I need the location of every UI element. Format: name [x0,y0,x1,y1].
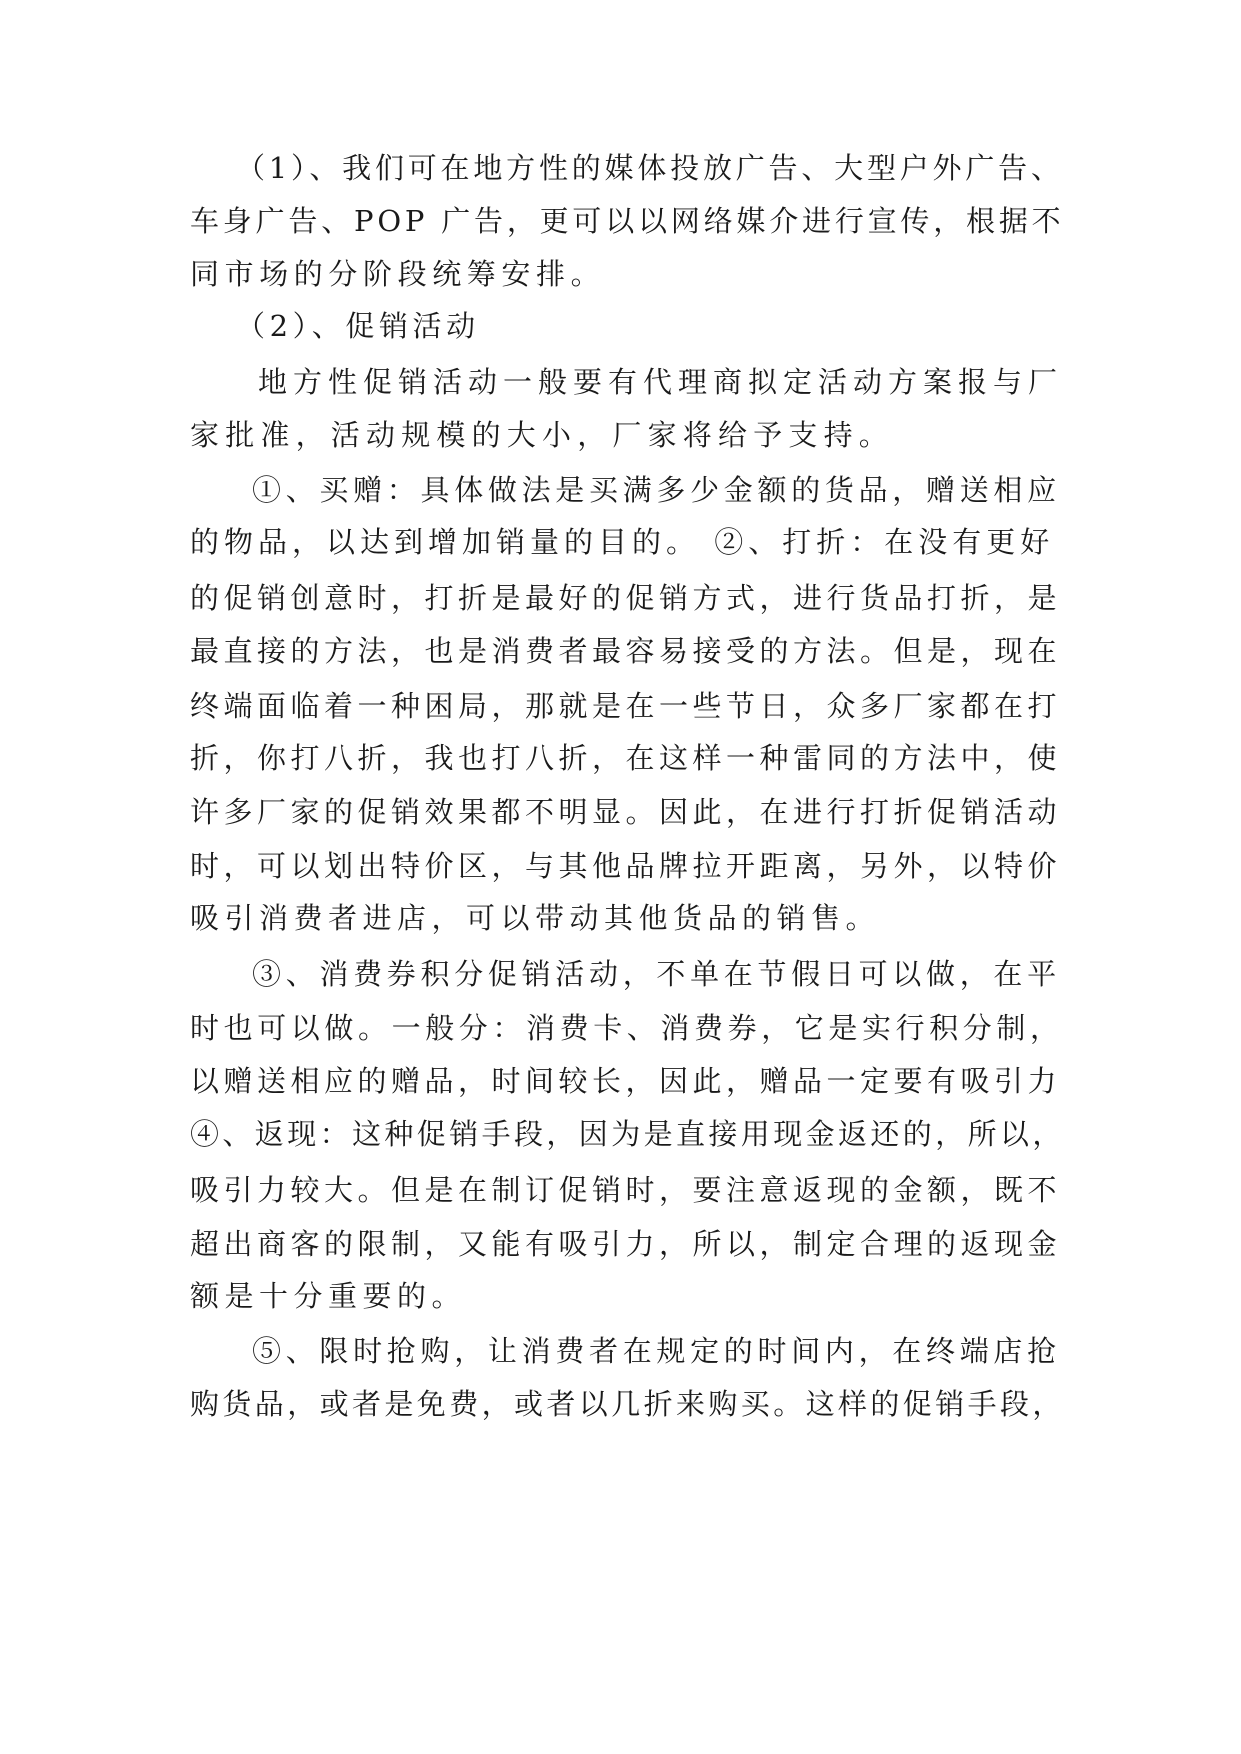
text-line-11: 终端面临着一种困局，那就是在一些节日，众多厂家都在打 [190,689,1062,723]
text-line-5: 地方性促销活动一般要有代理商拟定活动方案报与厂 [258,365,1064,399]
text-line-6: 家批准，活动规模的大小，厂家将给予支持。 [190,418,895,452]
text-line-14: 时，可以划出特价区，与其他品牌拉开距离，另外，以特价 [190,849,1062,883]
text-line-16: ③、消费券积分促销活动，不单在节假日可以做，在平 [252,957,1061,991]
text-line-9: 的促销创意时，打折是最好的促销方式，进行货品打折，是 [190,581,1062,615]
text-line-24: 购货品，或者是免费，或者以几折来购买。这样的促销手段， [190,1387,1065,1421]
text-line-1: （1）、我们可在地方性的媒体投放广告、大型户外广告、 [236,151,1064,185]
text-line-17: 时也可以做。一般分：消费卡、消费券，它是实行积分制， [190,1011,1064,1045]
text-line-18: 以赠送相应的赠品，时间较长，因此，赠品一定要有吸引力 [190,1064,1062,1098]
text-line-8: 的物品，以达到增加销量的目的。 ②、打折：在没有更好 [190,525,1055,559]
text-line-3: 同市场的分阶段统筹安排。 [190,257,606,291]
text-line-22: 额是十分重要的。 [190,1279,467,1313]
text-line-13: 许多厂家的促销效果都不明显。因此，在进行打折促销活动 [190,795,1062,829]
text-line-4: （2）、促销活动 [236,309,480,343]
text-line-10: 最直接的方法，也是消费者最容易接受的方法。但是，现在 [190,634,1062,668]
text-line-7: ①、买赠：具体做法是买满多少金额的货品，赠送相应 [252,473,1061,507]
text-line-2: 车身广告、POP 广告，更可以以网络媒介进行宣传，根据不 [190,204,1065,238]
text-line-12: 折，你打八折，我也打八折，在这样一种雷同的方法中，使 [190,741,1062,775]
text-line-20: 吸引力较大。但是在制订促销时，要注意返现的金额，既不 [190,1173,1062,1207]
text-line-23: ⑤、限时抢购，让消费者在规定的时间内，在终端店抢 [252,1334,1061,1368]
text-line-21: 超出商客的限制，又能有吸引力，所以，制定合理的返现金 [190,1227,1062,1261]
text-line-15: 吸引消费者进店，可以带动其他货品的销售。 [190,901,881,935]
text-line-19: ④、返现：这种促销手段，因为是直接用现金返还的，所以， [190,1117,1065,1151]
